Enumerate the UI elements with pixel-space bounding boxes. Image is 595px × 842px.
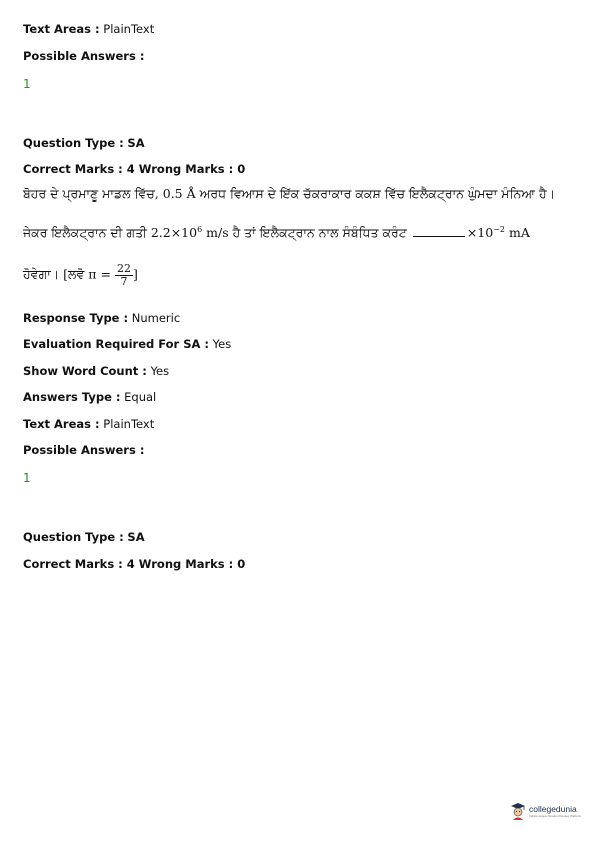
text-areas-label: Text Areas : (23, 22, 100, 36)
marks-row (23, 162, 245, 176)
question-type-value: SA (127, 136, 145, 150)
marks-label: Correct Marks : 4 Wrong Marks : 0 (23, 162, 246, 176)
possible-answers-label: Possible Answers : (23, 49, 145, 63)
question-text-line-3: ਹੋਵੇਗਾ। [ਲਵੋ π = $\frac{22}{7}$ ] (23, 262, 138, 288)
pi-fraction: $\frac{22}{7}$ (116, 262, 131, 288)
question-type-row (23, 136, 145, 150)
possible-answer-value-2: 1 (23, 471, 31, 485)
question-type-label: Question Type : (23, 136, 124, 150)
logo-tagline: India's largest Student Review Platform (529, 814, 582, 818)
show-word-count-row: Show Word Count : Yes (23, 364, 170, 378)
marks-row-3: Correct Marks : 4 Wrong Marks : 0 (23, 557, 246, 571)
possible-answer-value: 1 (23, 77, 31, 91)
response-type-row: Response Type : Numeric (23, 311, 181, 325)
evaluation-required-row: Evaluation Required For SA : Yes (23, 337, 232, 351)
text-areas-row (23, 22, 154, 36)
text-areas-row-2: Text Areas : PlainText (23, 417, 155, 431)
logo-name: collegedunia (529, 804, 577, 814)
question-text-line-1: ਬੋਹਰ ਦੇ ਪ੍ਰਮਾਣੂ ਮਾਡਲ ਵਿੱਚ, 0.5 Å ਅਰਧ ਵਿਆਸ ਦੇ ਇੱਕ ਚੱਕਰਾਕਾਰ ਕਕਸ਼ ਵਿੱਚ ਇਲੈਕਟ੍ਰਾਨ ਘੁੰਮਦਾ ਮੰਨਿਆ ਹੈ। (23, 186, 556, 201)
answer-blank (413, 236, 465, 237)
answers-type-row: Answers Type : Equal (23, 390, 157, 404)
text-areas-value: PlainText (103, 22, 155, 36)
collegedunia-logo (510, 802, 581, 820)
question-text-line-2: ਜੇਕਰ ਇਲੈਕਟ੍ਰਾਨ ਦੀ ਗਤੀ $2.2\times 10^6$ m/s ਹੈ ਤਾਂ ਇਲੈਕਟ੍ਰਾਨ ਨਾਲ ਸੰਬੰਧਿਤ ਕਰੰਟ $\times 10^{-2}$ mA (23, 225, 530, 241)
possible-answers-label-2: Possible Answers : (23, 443, 145, 457)
graduate-mascot-icon (510, 802, 526, 820)
question-type-row-3: Question Type : SA (23, 530, 145, 544)
